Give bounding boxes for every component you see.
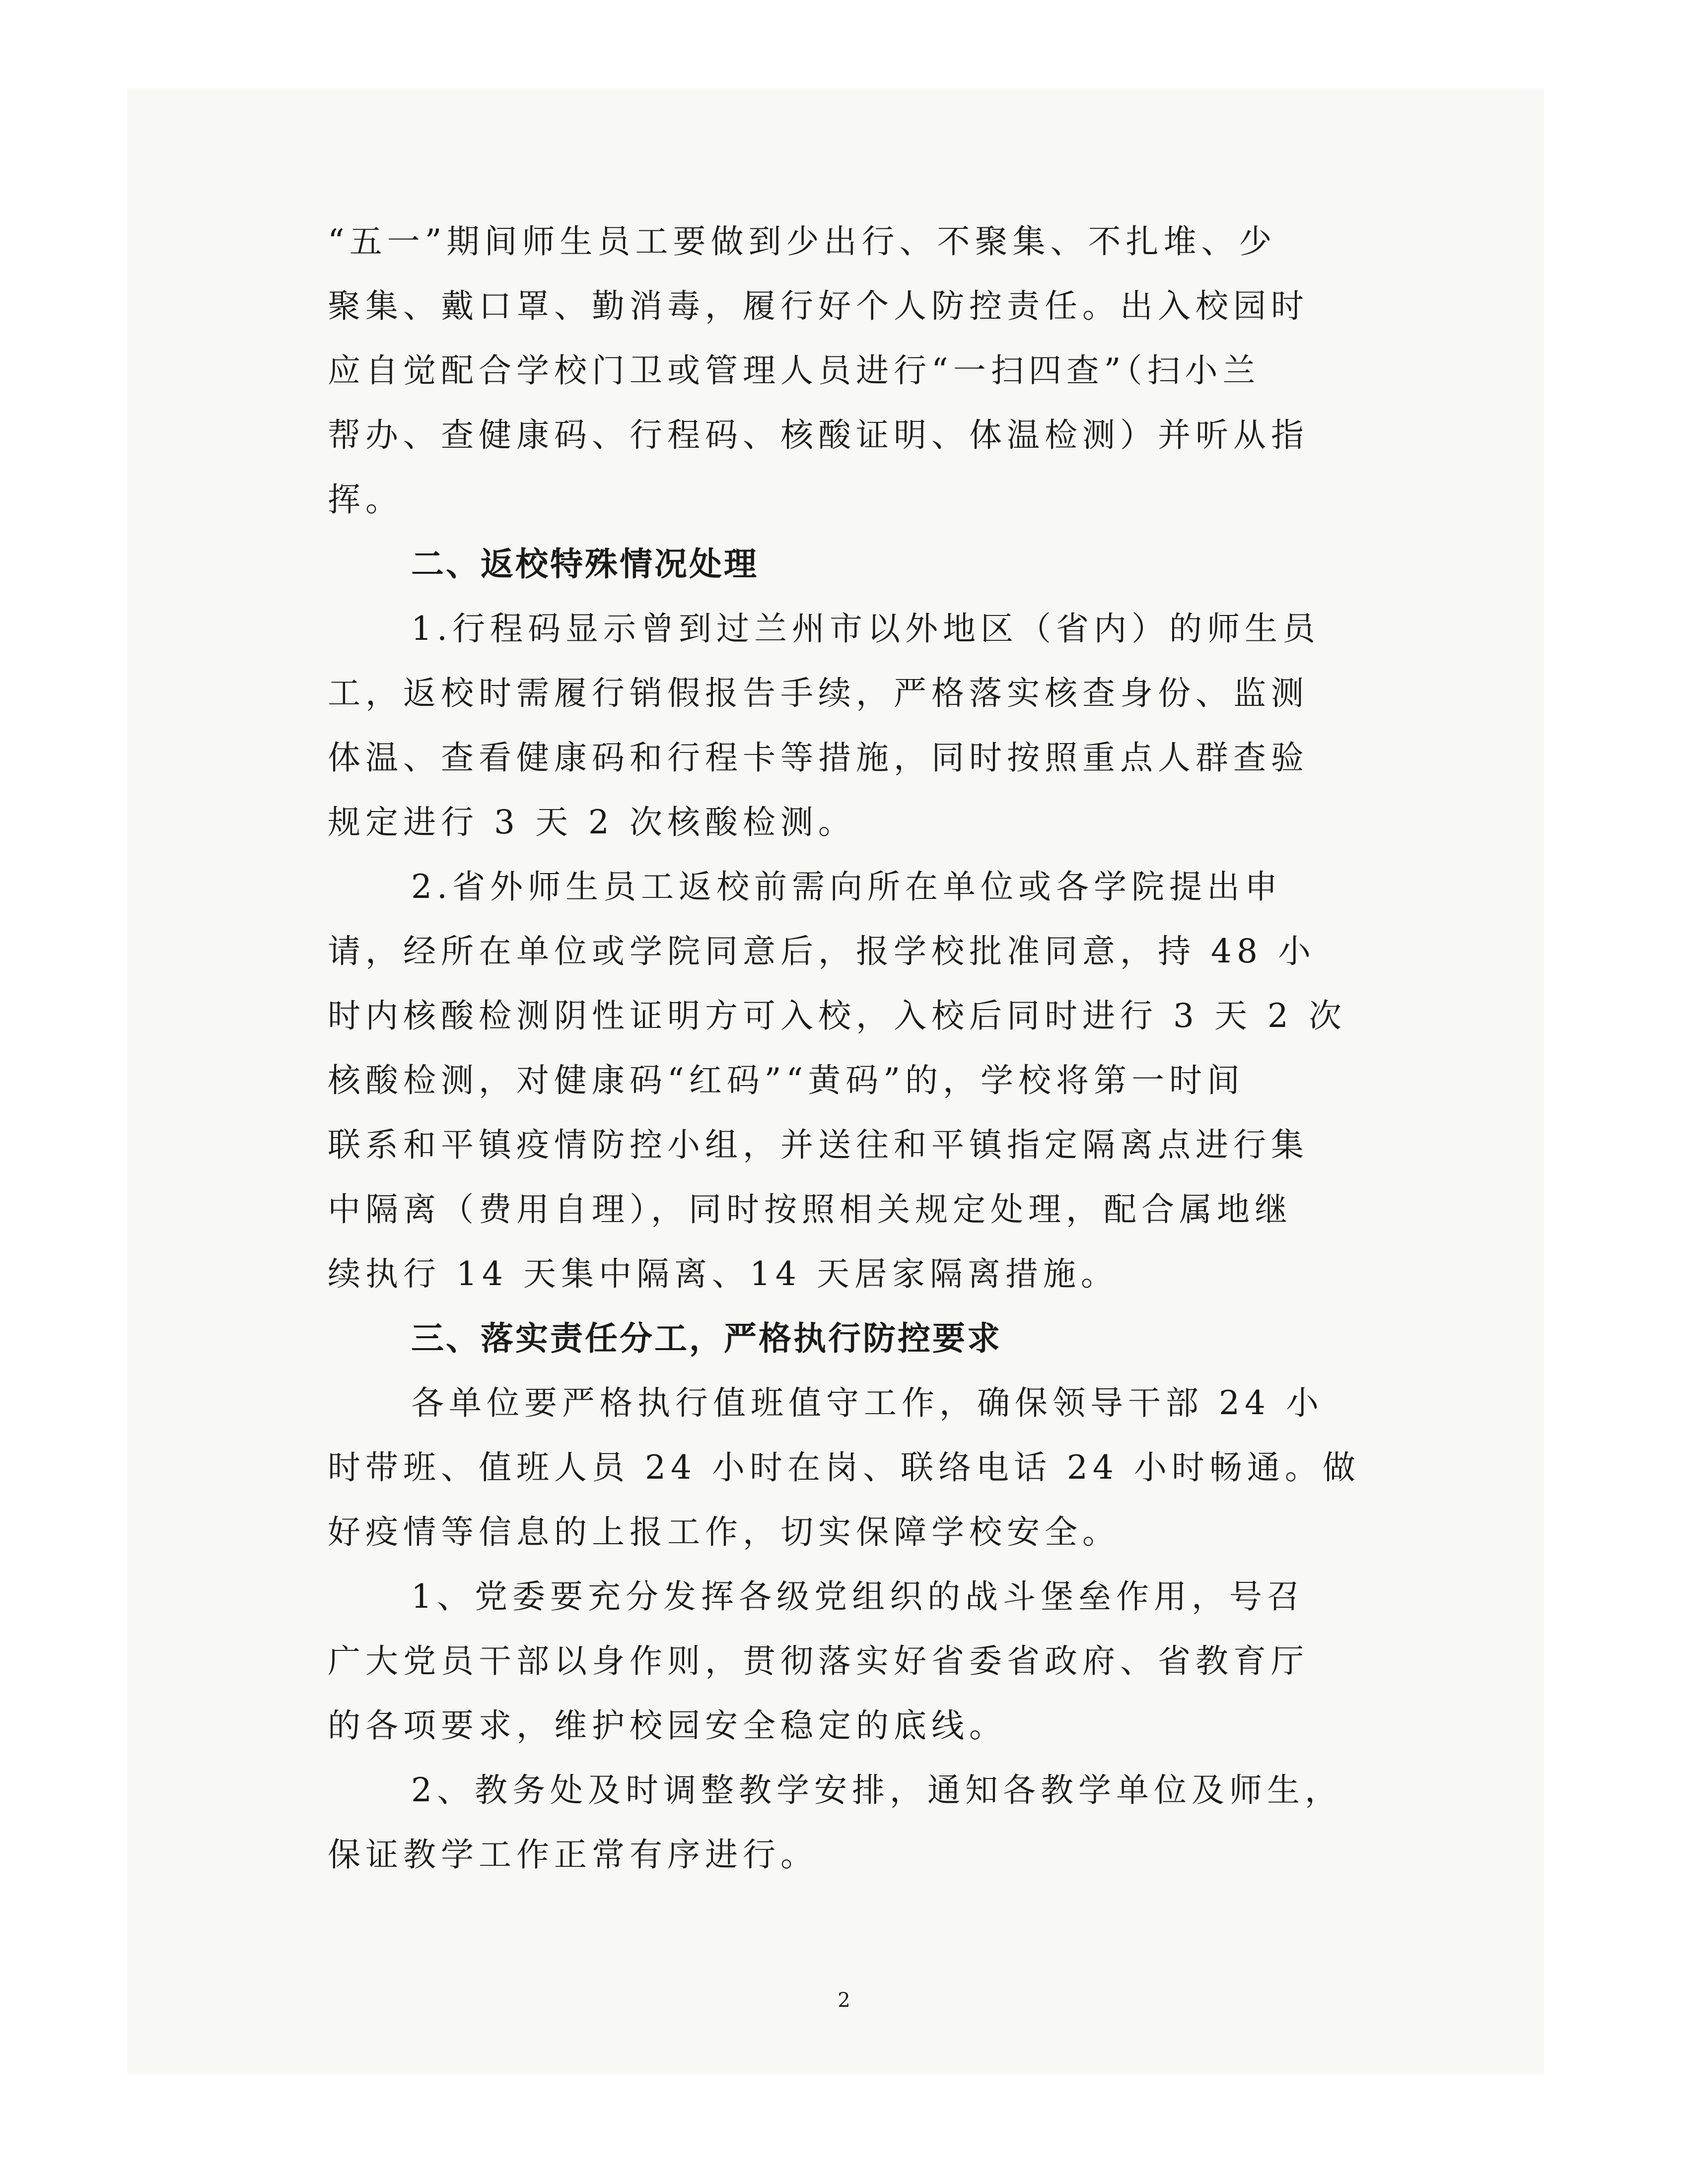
page-number: 2 [838, 1989, 850, 2012]
paragraph-line: 保证教学工作正常有序进行。 [328, 1836, 818, 1874]
paragraph-line: 体温、查看健康码和行程卡等措施，同时按照重点人群查验 [328, 739, 1309, 777]
paragraph-line: 中隔离（费用自理），同时按照相关规定处理，配合属地继 [328, 1190, 1292, 1228]
paragraph-line: 1.行程码显示曾到过兰州市以外地区（省内）的师生员 [411, 610, 1320, 648]
paragraph-line: 帮办、查健康码、行程码、核酸证明、体温检测）并听从指 [328, 416, 1309, 454]
paragraph-line: 请，经所在单位或学院同意后，报学校批准同意，持 48 小 [328, 932, 1316, 970]
paragraph-line: 核酸检测，对健康码“红码”“黄码”的，学校将第一时间 [328, 1061, 1245, 1099]
paragraph-line: 工，返校时需履行销假报告手续，严格落实核查身份、监测 [328, 674, 1309, 712]
paragraph-line: 各单位要严格执行值班值守工作，确保领导干部 24 小 [411, 1384, 1324, 1422]
paragraph-line: 广大党员干部以身作则，贯彻落实好省委省政府、省教育厅 [328, 1642, 1309, 1680]
paragraph-line: 应自觉配合学校门卫或管理人员进行“一扫四查”（扫小兰 [328, 351, 1261, 390]
paragraph-line: 续执行 14 天集中隔离、14 天居家隔离措施。 [328, 1255, 1119, 1293]
paragraph-line: 2.省外师生员工返校前需向所在单位或各学院提出申 [411, 868, 1282, 906]
paragraph-line: 2、教务处及时调整教学安排，通知各教学单位及师生， [411, 1771, 1342, 1809]
section-heading-3: 三、落实责任分工，严格执行防控要求 [411, 1319, 1002, 1358]
paragraph-line: 时内核酸检测阴性证明方可入校，入校后同时进行 3 天 2 次 [328, 997, 1346, 1035]
paragraph-line: 好疫情等信息的上报工作，切实保障学校安全。 [328, 1513, 1120, 1551]
paragraph-line: 规定进行 3 天 2 次核酸检测。 [328, 803, 856, 841]
paragraph-line: “五一”期间师生员工要做到少出行、不聚集、不扎堆、少 [328, 222, 1277, 261]
paragraph-line: 时带班、值班人员 24 小时在岗、联络电话 24 小时畅通。做 [328, 1448, 1360, 1487]
paragraph-line: 联系和平镇疫情防控小组，并送往和平镇指定隔离点进行集 [328, 1126, 1309, 1164]
paragraph-line: 挥。 [328, 480, 403, 519]
paragraph-line: 的各项要求，维护校园安全稳定的底线。 [328, 1706, 1007, 1745]
paragraph-line: 1、党委要充分发挥各级党组织的战斗堡垒作用，号召 [411, 1577, 1305, 1616]
paragraph-line: 聚集、戴口罩、勤消毒，履行好个人防控责任。出入校园时 [328, 287, 1309, 325]
section-heading-2: 二、返校特殊情况处理 [411, 545, 759, 583]
